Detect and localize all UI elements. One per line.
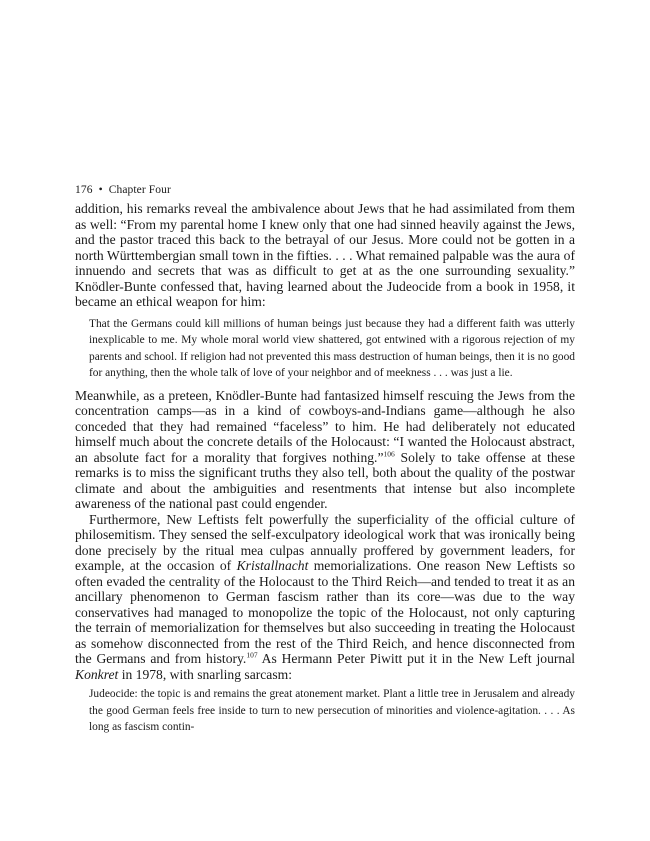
- footnote-ref-106[interactable]: 106: [383, 448, 395, 458]
- paragraph-meanwhile-rest: Solely to take offense at these remarks is to miss the significant truths they also tell, both about the quality of the postwar climate and about the ambiguities and resentments that intense but also incomplete awareness of the national past could engender.: [75, 449, 575, 511]
- book-page: [75, 183, 575, 736]
- paragraph-meanwhile: [75, 388, 575, 512]
- paragraph-furthermore-a: Furthermore, New Leftists felt powerfully the superficiality of the official culture of philosemitism. They sensed the self-exculpatory ideological work that was ironically being done precisely by the ritual mea culpas annually proffered by government leaders, for example, at the occasion of: [75, 511, 575, 573]
- page-number: 176: [75, 184, 93, 196]
- footnote-ref-107[interactable]: 107: [246, 650, 258, 660]
- block-quote-moral-worldview: That the Germans could kill millions of human beings just because they had a different faith was utterly inexplicable to me. My whole moral world view shattered, got entwined with a rigorous rejection of my parents and school. If religion had not prevented this mass destruction of human beings, then it is no good for anything, then the whole talk of love of your neighbor and of meekness . . . was just a lie.: [89, 317, 575, 379]
- paragraph-furthermore-c: As Hermann Peter Piwitt put it in the New Left journal: [257, 651, 575, 666]
- separator-bullet: •: [98, 184, 103, 196]
- paragraph-addition: addition, his remarks reveal the ambivalence about Jews that he had assimilated from them as well: “From my parental home I knew only that one had sinned heavily against the Jews, and the pastor traced this back to the betrayal of our Jesus. More could not be gotten in a north Württembergian small town in the fifties. . . . What remained palpable was the aura of innuendo and secrets that was as difficult to get at as the one surrounding sexuality.” Knödler-Bunte confessed that, having learned about the Judeocide from a book in 1958, it became an ethical weapon for him:: [75, 201, 575, 309]
- running-head: [75, 183, 575, 201]
- term-kristallnacht: Kristallnacht: [236, 558, 309, 573]
- paragraph-furthermore-d: in 1978, with snarling sarcasm:: [118, 666, 292, 682]
- paragraph-furthermore: [75, 512, 575, 683]
- paragraph-furthermore-b: memorializations. One reason New Leftists so often evaded the centrality of the Holocaust to the Third Reich—and tended to treat it as an ancillary phenomenon to German fascism rather than its core—was due to the way conservatives had managed to monopolize the topic of the Holocaust, not only capturing the terrain of memorialization for themselves but also succeeding in treating the Holocaust as somehow disconnected from the rest of the Third Reich, and hence disconnected from the Germans and from history.: [75, 558, 575, 666]
- block-quote-atonement-market: Judeocide: the topic is and remains the great atonement market. Plant a little tree in Jerusalem and already the good German feels free inside to turn to new persecution of minorities and violence-agitation. . . . As long as fascism contin-: [89, 688, 575, 733]
- paragraph-meanwhile-text: Meanwhile, as a preteen, Knödler-Bunte had fantasized himself rescuing the Jews from the concentration camps—as in a kind of cowboys-and-Indians game—although he also conceded that they had remained “faceless” to him. He had deliberately not educated himself much about the concrete details of the Holocaust: “I wanted the Holocaust abstract, an absolute fact for a morality that forgives nothing.”: [75, 387, 575, 465]
- chapter-title: Chapter Four: [108, 184, 171, 196]
- journal-title-konkret: Konkret: [75, 666, 119, 682]
